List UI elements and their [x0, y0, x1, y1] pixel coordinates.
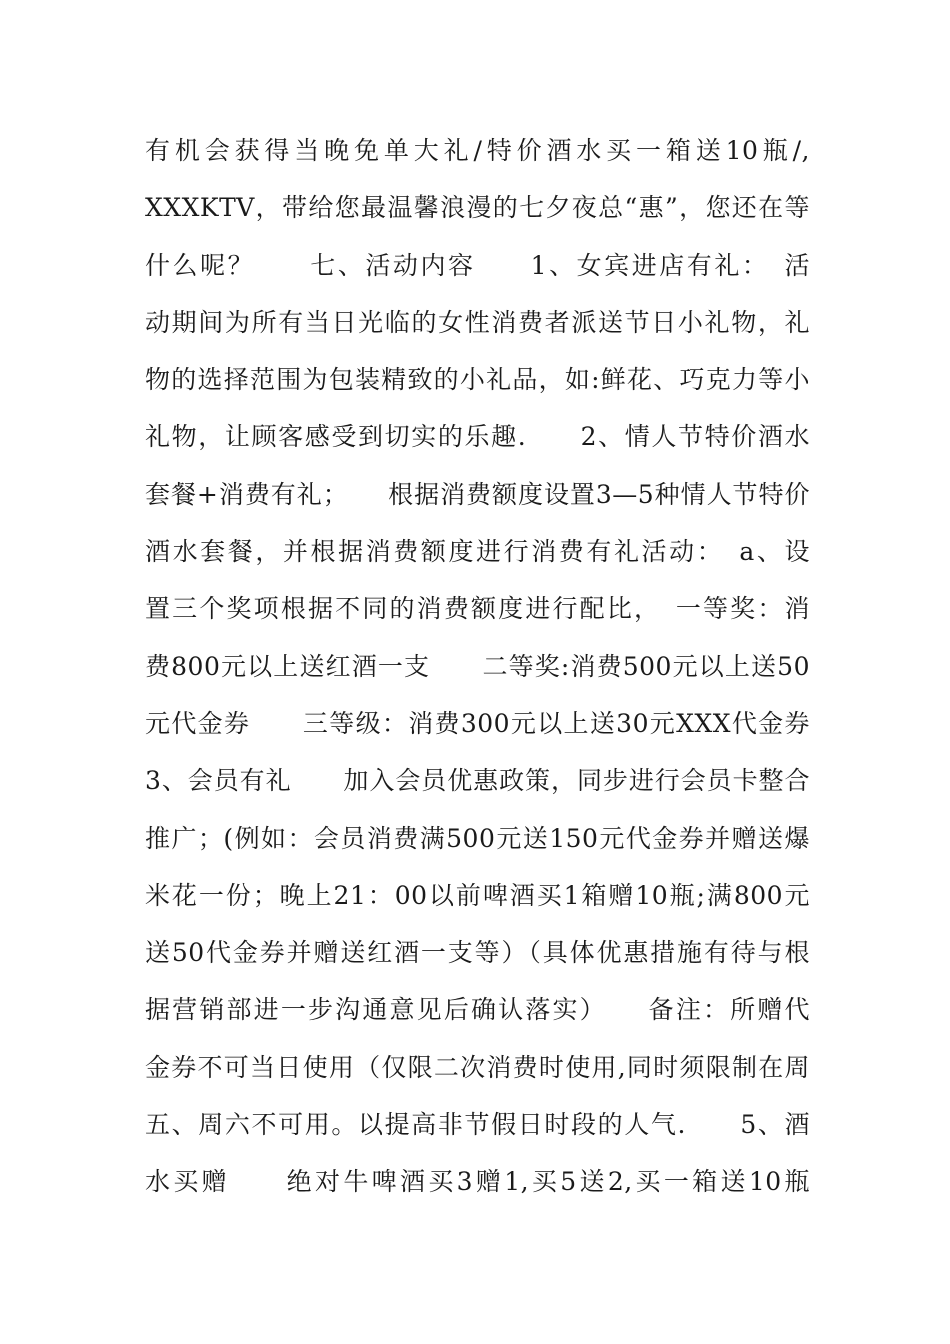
- text-line: 元代金券 三等级：消费300元以上送30元XXX代金券: [145, 708, 810, 738]
- text-line: 物的选择范围为包装精致的小礼品，如:鲜花、巧克力等小: [145, 365, 810, 395]
- text-line: 动期间为所有当日光临的女性消费者派送节日小礼物，礼: [145, 307, 810, 337]
- text-line: 酒水套餐，并根据消费额度进行消费有礼活动： a、设: [145, 537, 810, 567]
- text-line: 3、会员有礼 加入会员优惠政策，同步进行会员卡整合: [145, 766, 810, 796]
- text-line: 套餐+消费有礼； 根据消费额度设置3—5种情人节特价: [145, 479, 810, 509]
- text-line: XXXKTV，带给您最温馨浪漫的七夕夜总“惠”，您还在等: [145, 193, 810, 223]
- text-line: 五、周六不可用。以提高非节假日时段的人气. 5、酒: [145, 1110, 810, 1140]
- text-line: 费800元以上送红酒一支 二等奖:消费500元以上送50: [145, 651, 810, 681]
- text-line: 送50代金券并赠送红酒一支等）（具体优惠措施有待与根: [145, 938, 810, 968]
- text-line: 推广；(例如：会员消费满500元送150元代金券并赠送爆: [145, 823, 810, 853]
- text-line: 米花一份；晚上21：00以前啤酒买1箱赠10瓶;满800元: [145, 880, 810, 910]
- text-line: 礼物，让顾客感受到切实的乐趣. 2、情人节特价酒水: [145, 422, 810, 452]
- text-line: 有机会获得当晚免单大礼/特价酒水买一箱送10瓶/,: [145, 136, 810, 165]
- text-line: 置三个奖项根据不同的消费额度进行配比， 一等奖：消: [145, 594, 810, 624]
- text-line: 金券不可当日使用（仅限二次消费时使用,同时须限制在周: [145, 1052, 810, 1082]
- text-line: 据营销部进一步沟通意见后确认落实） 备注：所赠代: [145, 995, 810, 1025]
- text-line: 什么呢？ 七、活动内容 1、女宾进店有礼： 活: [145, 250, 810, 280]
- document-body-text: [145, 128, 810, 1217]
- text-line: 水买赠 绝对牛啤酒买3赠1,买5送2,买一箱送10瓶: [145, 1167, 810, 1197]
